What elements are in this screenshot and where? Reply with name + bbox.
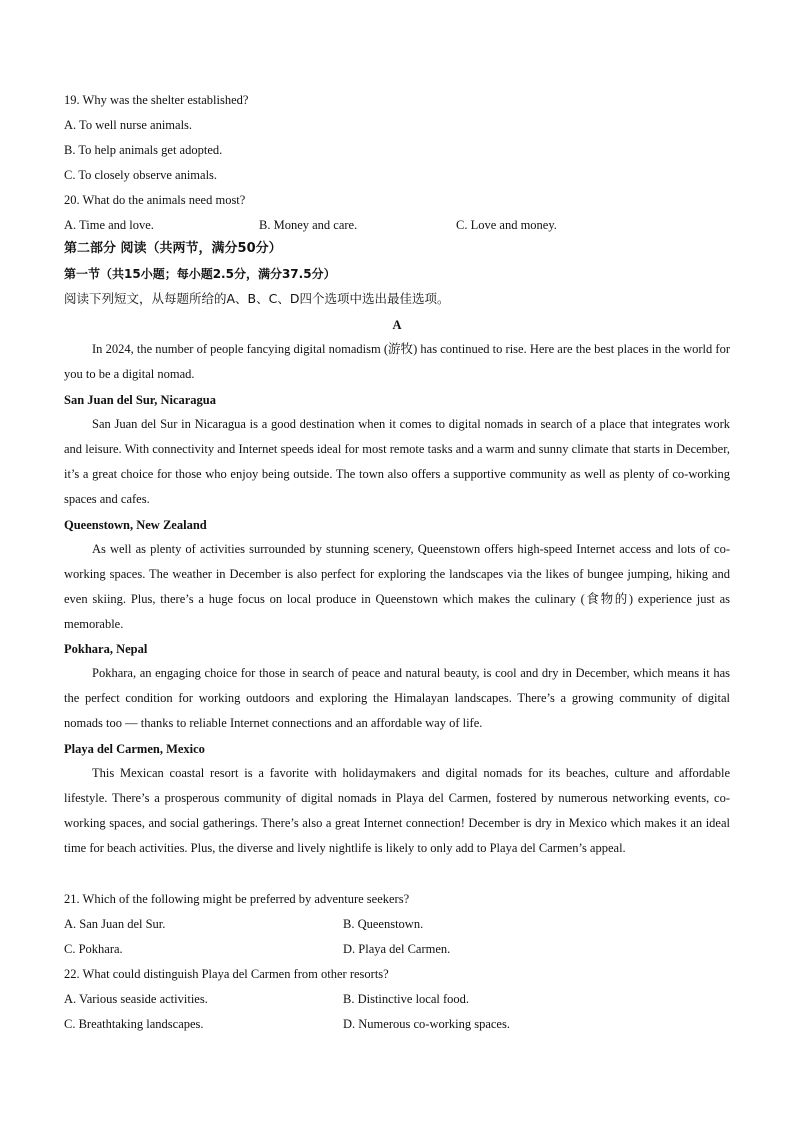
q22-option-c: C. Breathtaking landscapes. <box>64 1017 204 1031</box>
q19-question: 19. Why was the shelter established? <box>64 93 249 107</box>
place-heading-san-juan: San Juan del Sur, Nicaragua <box>64 393 217 407</box>
q21-option-a: A. San Juan del Sur. <box>64 917 166 931</box>
passage-letter: A <box>392 318 402 332</box>
q21-question: 21. Which of the following might be preferred by adventure seekers? <box>64 892 410 906</box>
q21-option-c: C. Pokhara. <box>64 942 123 956</box>
q22-option-d: D. Numerous co-working spaces. <box>343 1017 510 1031</box>
q19-option-b: B. To help animals get adopted. <box>64 143 223 157</box>
q20-option-a: A. Time and love. <box>64 218 154 232</box>
q21-option-b: B. Queenstown. <box>343 917 424 931</box>
place-heading-playa: Playa del Carmen, Mexico <box>64 742 205 756</box>
place-text-san-juan: San Juan del Sur in Nicaragua is a good destination when it comes to digital nomads in search of a place that integrates work and leisure. With connectivity and Internet speeds ideal for most remote tasks and a warm and sunny climate that starts in December, it’s a great choice for those who enjoy being outside. The town also offers a supportive community as well as plenty of co-working spaces and cafes. <box>64 417 730 506</box>
q21-option-d: D. Playa del Carmen. <box>343 942 451 956</box>
passage-intro: In 2024, the number of people fancying digital nomadism (游牧) has continued to rise. Here are the best places in the world for you to be a digital nomad. <box>64 342 730 381</box>
q22-option-b: B. Distinctive local food. <box>343 992 470 1006</box>
section-subtitle: 第一节（共15小题；每小题2.5分，满分37.5分） <box>64 267 336 281</box>
part-title: 第二部分 阅读（共两节，满分50分） <box>64 241 282 256</box>
q20-question: 20. What do the animals need most? <box>64 193 246 207</box>
q22-option-a: A. Various seaside activities. <box>64 992 208 1006</box>
place-text-playa: This Mexican coastal resort is a favorite with holidaymakers and digital nomads for its beaches, culture and affordable lifestyle. There’s a prosperous community of digital nomads in Playa del Carmen, fostered by numerous networking events, co-working spaces, and social gatherings. There’s also a great Internet connection! December is dry in Mexico which makes it an ideal time for beach activities. Plus, the diverse and lively nightlife is likely to only add to Playa del Carmen’s appeal. <box>64 766 730 855</box>
place-heading-pokhara: Pokhara, Nepal <box>64 642 148 656</box>
q19-option-c: C. To closely observe animals. <box>64 168 218 182</box>
place-text-queenstown: As well as plenty of activities surrounded by stunning scenery, Queenstown offers high-speed Internet access and lots of co-working spaces. The weather in December is also perfect for exploring the landscapes via the likes of bungee jumping, hiking and even skiing. Plus, there’s a huge focus on local produce in Queenstown which makes the culinary (食物的) experience just as memorable. <box>64 542 730 631</box>
place-text-pokhara: Pokhara, an engaging choice for those in search of peace and natural beauty, is cool and dry in December, which means it has the perfect condition for working outdoors and exploring the Himalayan landscapes. There’s a growing community of digital nomads too — thanks to reliable Internet connections and an affordable way of life. <box>64 666 730 730</box>
q20-option-b: B. Money and care. <box>259 218 358 232</box>
q22-question: 22. What could distinguish Playa del Carmen from other resorts? <box>64 967 389 981</box>
section-instruction: 阅读下列短文，从每题所给的A、B、C、D四个选项中选出最佳选项。 <box>64 291 450 306</box>
q20-option-c: C. Love and money. <box>456 218 557 232</box>
place-heading-queenstown: Queenstown, New Zealand <box>64 518 207 532</box>
q19-option-a: A. To well nurse animals. <box>64 118 193 132</box>
